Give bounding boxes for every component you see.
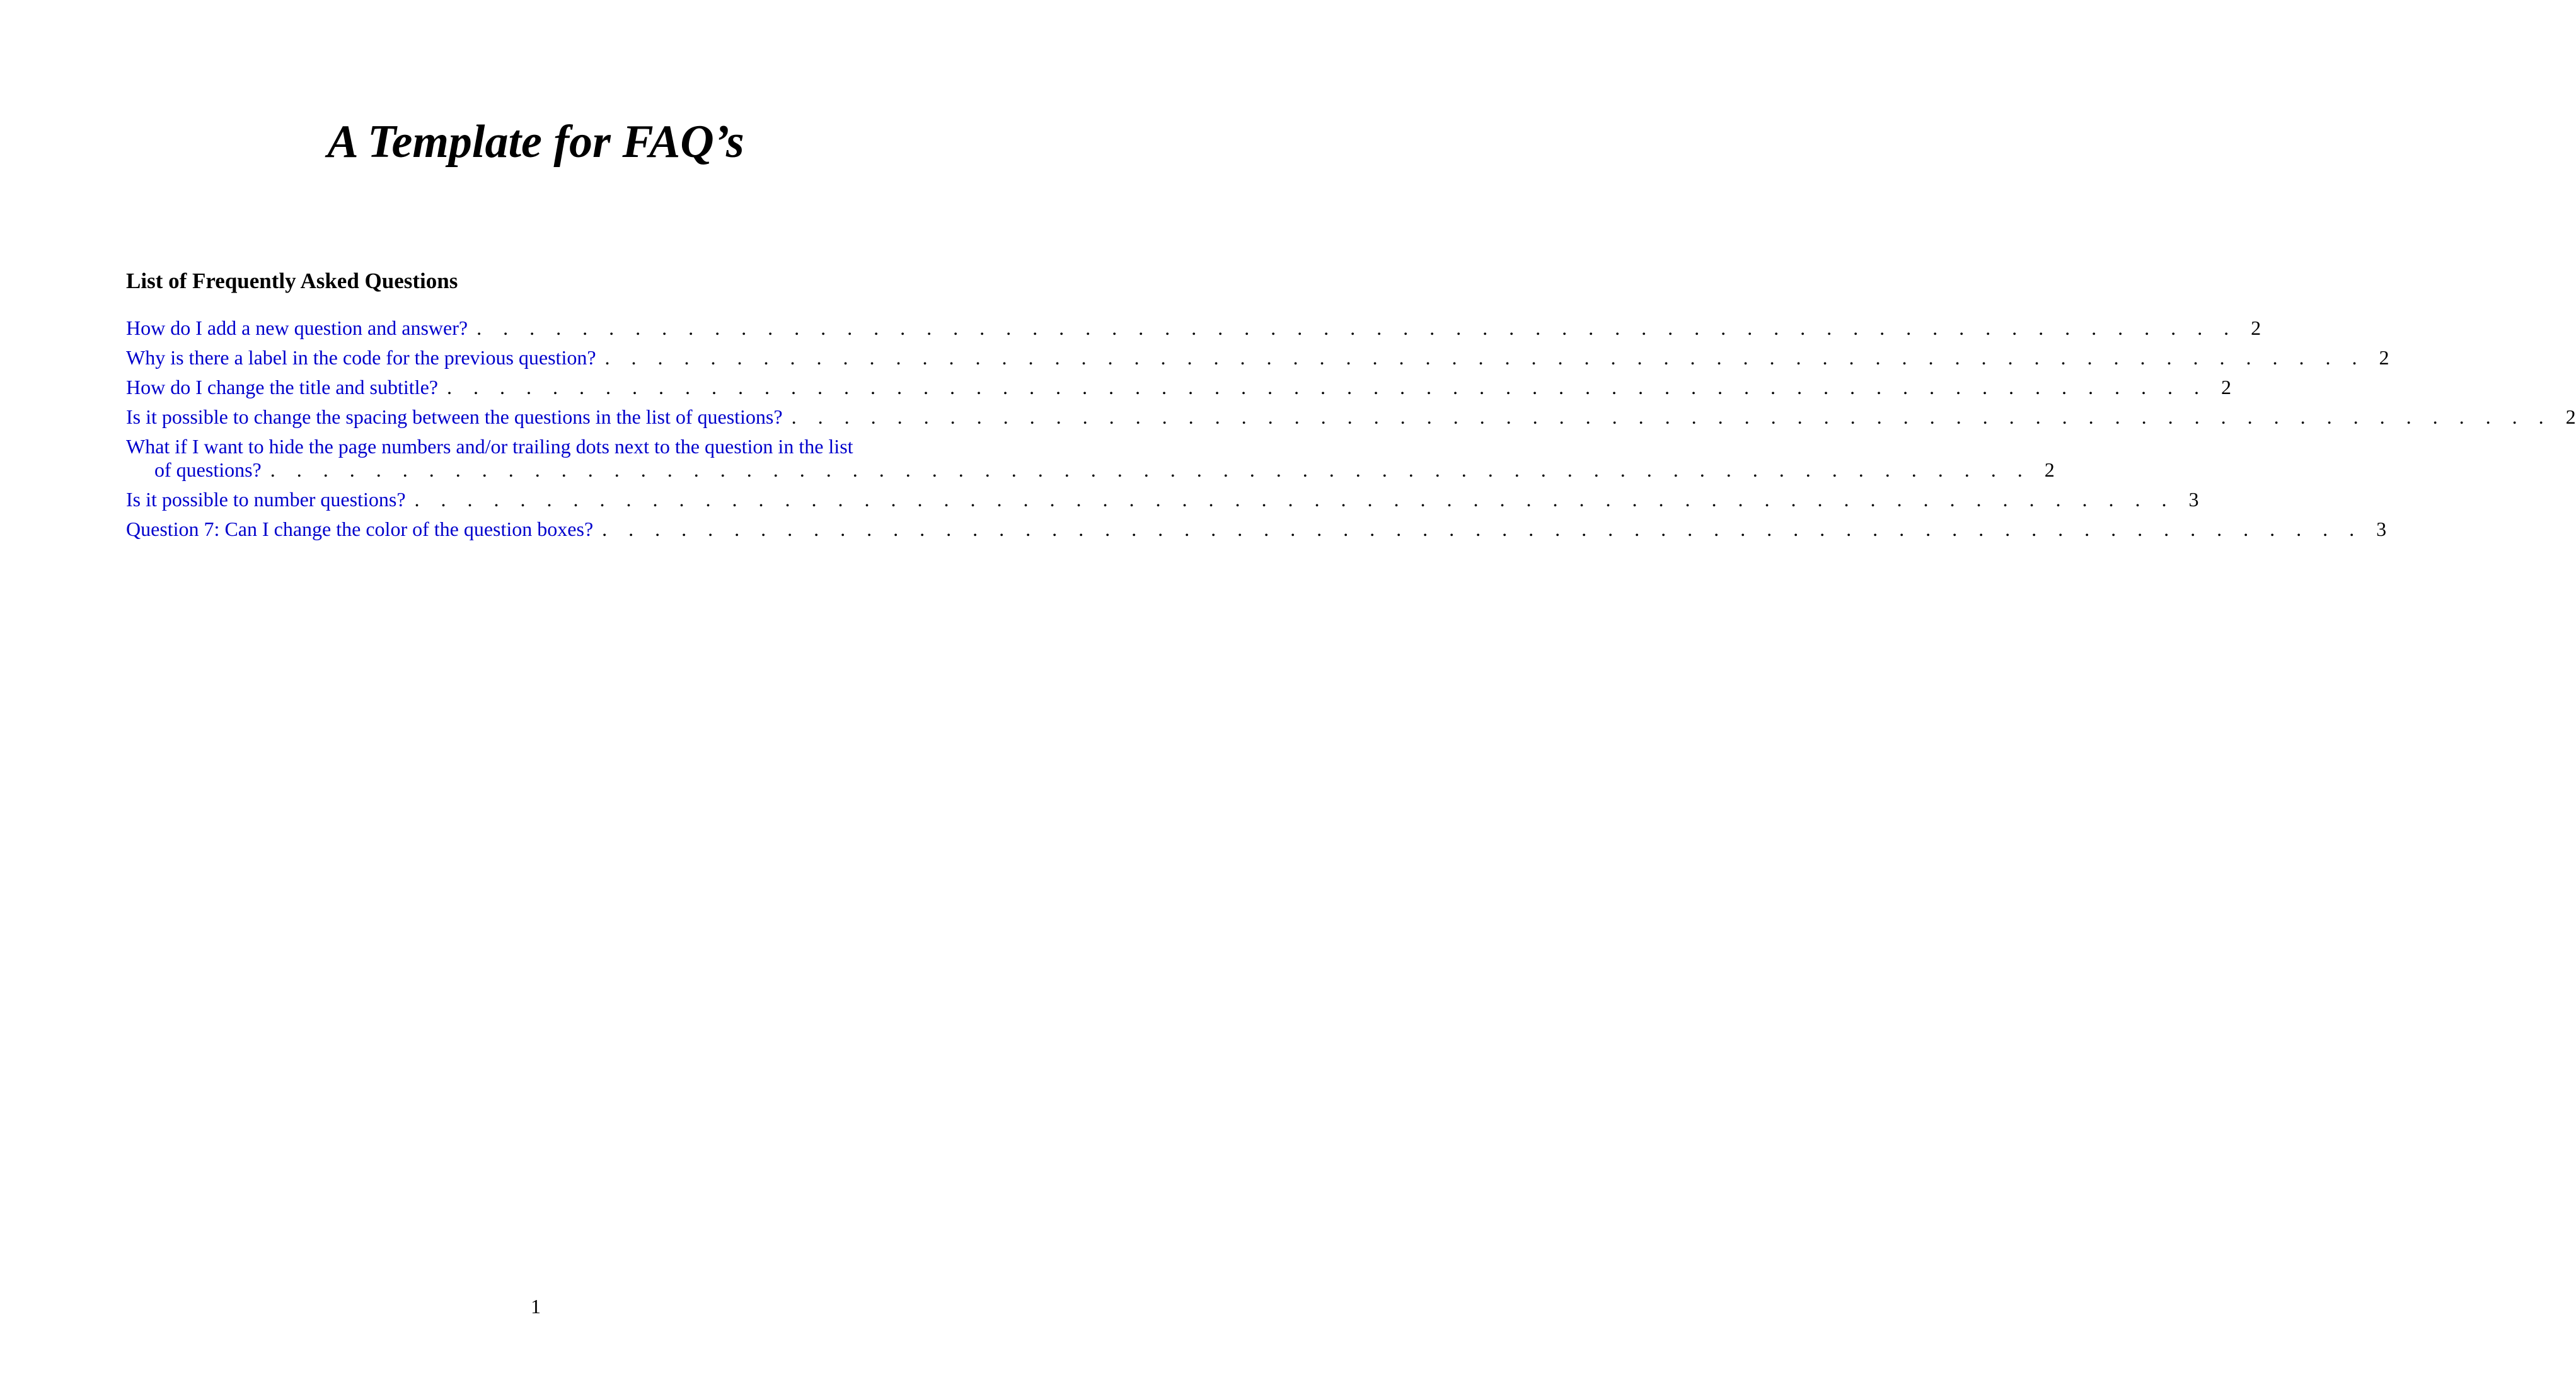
question-link-hide-page-numbers-continued[interactable]: of questions?	[154, 458, 262, 481]
question-list-item	[126, 488, 2199, 511]
question-link-add-new[interactable]: How do I add a new question and answer?	[126, 316, 468, 339]
leader-dots: . . . . . . . . . . . . . . . . . . . . . . . . . . . . . . . . . . . . . . . . . . . . . . . . . . . . . . . . . . . . . . . . . . .	[604, 346, 2365, 369]
page-ref: 2	[2251, 316, 2261, 339]
question-list-item	[126, 376, 2231, 399]
question-list-item	[126, 435, 2055, 482]
document-title: A Template for FAQ’s	[327, 116, 744, 168]
page-ref: 3	[2376, 518, 2387, 540]
question-link-color[interactable]: Question 7: Can I change the color of the question boxes?	[126, 518, 594, 540]
page-ref: 2	[2221, 376, 2231, 398]
question-link-label[interactable]: Why is there a label in the code for the previous question?	[126, 346, 596, 369]
question-list-item	[126, 316, 2261, 340]
question-list	[126, 316, 2576, 547]
page-ref: 2	[2379, 346, 2389, 369]
question-list-item	[126, 518, 2387, 541]
question-link-hide-page-numbers[interactable]: What if I want to hide the page numbers and/or trailing dots next to the question in the list	[126, 435, 853, 458]
page-ref: 3	[2188, 488, 2199, 511]
question-list-item	[126, 405, 2576, 429]
question-link-title[interactable]: How do I change the title and subtitle?	[126, 376, 438, 398]
leader-dots: . . . . . . . . . . . . . . . . . . . . . . . . . . . . . . . . . . . . . . . . . . . . . . . . . . . . . . . . . . . . . . . . . . .	[791, 405, 2552, 428]
leader-dots: . . . . . . . . . . . . . . . . . . . . . . . . . . . . . . . . . . . . . . . . . . . . . . . . . . . . . . . . . . . . . . . . . . .	[602, 518, 2363, 540]
page-ref: 2	[2565, 405, 2576, 428]
question-link-number[interactable]: Is it possible to number questions?	[126, 488, 406, 511]
page-number: 1	[531, 1295, 541, 1318]
question-link-spacing[interactable]: Is it possible to change the spacing between the questions in the list of questions?	[126, 405, 783, 428]
leader-dots: . . . . . . . . . . . . . . . . . . . . . . . . . . . . . . . . . . . . . . . . . . . . . . . . . . . . . . . . . . . . . . . . . . .	[477, 316, 2238, 339]
leader-dots: . . . . . . . . . . . . . . . . . . . . . . . . . . . . . . . . . . . . . . . . . . . . . . . . . . . . . . . . . . . . . . . . . . .	[446, 376, 2207, 398]
leader-dots: . . . . . . . . . . . . . . . . . . . . . . . . . . . . . . . . . . . . . . . . . . . . . . . . . . . . . . . . . . . . . . . . . . .	[414, 488, 2175, 511]
page-ref: 2	[2044, 458, 2055, 481]
question-list-heading: List of Frequently Asked Questions	[126, 269, 458, 293]
question-list-item	[126, 346, 2389, 369]
leader-dots: . . . . . . . . . . . . . . . . . . . . . . . . . . . . . . . . . . . . . . . . . . . . . . . . . . . . . . . . . . . . . . . . . . .	[270, 458, 2031, 481]
